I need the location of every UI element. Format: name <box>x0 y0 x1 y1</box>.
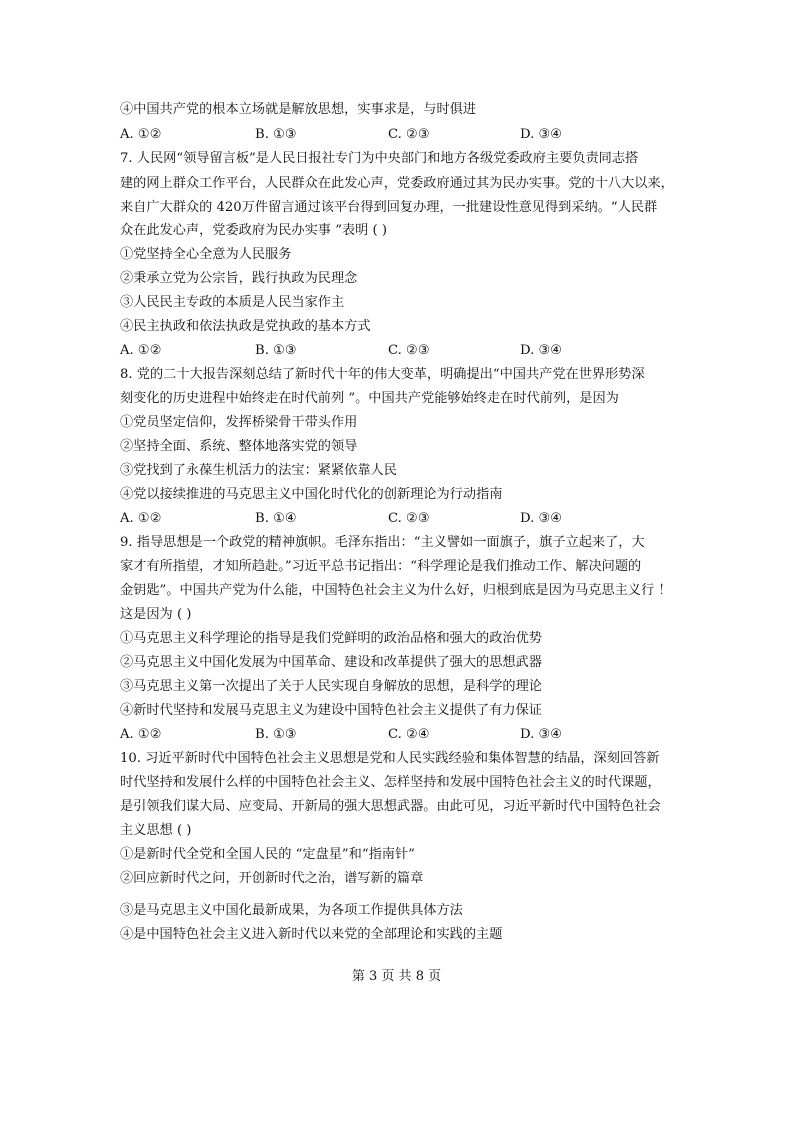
q9-option-d: D. ③④ <box>520 727 563 742</box>
q7-option-a: A. ①② <box>120 343 162 358</box>
q8-option-d: D. ③④ <box>520 511 563 526</box>
q8-statement-1: ①党员坚定信仰，发挥桥梁骨干带头作用 <box>120 415 358 430</box>
q7-statement-2: ②秉承立党为公宗旨，践行执政为民理念 <box>120 271 358 286</box>
q7-statement-3: ③人民民主专政的本质是人民当家作主 <box>120 295 345 310</box>
q7-option-c: C. ②③ <box>388 343 430 358</box>
q9-option-b: B. ①③ <box>255 727 297 742</box>
q9-option-a: A. ①② <box>120 727 162 742</box>
q9-statement-1: ①马克思主义科学理论的指导是我们党鲜明的政治品格和强大的政治优势 <box>120 631 542 646</box>
q9-statement-2: ②马克思主义中国化发展为中国革命、建设和改革提供了强大的思想武器 <box>120 655 542 670</box>
q6-option-d: D. ③④ <box>520 127 563 142</box>
q7-option-b: B. ①③ <box>255 343 297 358</box>
q7-stem-line-4: 众在此发心声，党委政府为民办实事 ”表明 ( ) <box>120 223 387 238</box>
q10-statement-4: ④是中国特色社会主义进入新时代以来党的全部理论和实践的主题 <box>120 927 503 942</box>
q8-option-c: C. ②③ <box>388 511 430 526</box>
q6-statement-4: ④中国共产党的根本立场就是解放思想，实事求是，与时俱进 <box>120 102 477 117</box>
q10-statement-3: ③是马克思主义中国化最新成果，为各项工作提供具体方法 <box>120 903 463 918</box>
q8-stem-line-1: 8. 党的二十大报告深刻总结了新时代十年的伟大变革，明确提出“中国共产党在世界形势深 <box>120 367 645 382</box>
q6-option-b: B. ①③ <box>255 127 297 142</box>
q9-statement-3: ③马克思主义第一次提出了关于人民实现自身解放的思想，是科学的理论 <box>120 679 542 694</box>
q7-statement-1: ①党坚持全心全意为人民服务 <box>120 247 292 262</box>
q7-stem-line-2: 建的网上群众工作平台，人民群众在此发心声，党委政府通过其为民办实事。党的十八大以来， <box>120 176 674 191</box>
q10-stem-line-3: 是引领我们谋大局、应变局、开新局的强大思想武器。由此可见，习近平新时代中国特色社会 <box>120 799 661 814</box>
q7-stem-line-1: 7. 人民网“领导留言板”是人民日报社专门为中央部门和地方各级党委政府主要负责同志搭 <box>120 151 639 166</box>
q10-statement-2: ②回应新时代之问，开创新时代之治，谱写新的篇章 <box>120 871 424 886</box>
q7-option-d: D. ③④ <box>520 343 563 358</box>
q8-stem-line-2: 刻变化的历史进程中始终走在时代前列 ”。中国共产党能够始终走在时代前列，是因为 <box>120 391 619 406</box>
q10-stem-line-1: 10. 习近平新时代中国特色社会主义思想是党和人民实践经验和集体智慧的结晶，深刻回答新 <box>120 751 660 766</box>
q8-statement-2: ②坚持全面、系统、整体地落实党的领导 <box>120 439 358 454</box>
q6-option-a: A. ①② <box>120 127 162 142</box>
q9-stem-line-1: 9. 指导思想是一个政党的精神旗帜。毛泽东指出：“主义譬如一面旗子，旗子立起来了，大 <box>120 535 645 550</box>
q9-stem-line-2: 家才有所指望，才知所趋赴。”习近平总书记指出：“科学理论是我们推动工作、解决问题的 <box>120 559 642 574</box>
q7-statement-4: ④民主执政和依法执政是党执政的基本方式 <box>120 319 371 334</box>
page-footer: 第 3 页 共 8 页 <box>351 969 442 984</box>
q10-statement-1: ①是新时代全党和全国人民的 “定盘星”和“指南针” <box>120 847 415 862</box>
q8-statement-3: ③党找到了永葆生机活力的法宝：紧紧依靠人民 <box>120 463 397 478</box>
q8-statement-4: ④党以接续推进的马克思主义中国化时代化的创新理论为行动指南 <box>120 487 503 502</box>
q9-stem-line-4: 这是因为 ( ) <box>120 607 192 622</box>
q8-option-a: A. ①② <box>120 511 162 526</box>
q9-statement-4: ④新时代坚持和发展马克思主义为建设中国特色社会主义提供了有力保证 <box>120 703 542 718</box>
q7-stem-line-3: 来自广大群众的 420万件留言通过该平台得到回复办理，一批建设性意见得到采纳。“人民群 <box>120 200 658 215</box>
q6-option-c: C. ②③ <box>388 127 430 142</box>
q10-stem-line-2: 时代坚持和发展什么样的中国特色社会主义、怎样坚持和发展中国特色社会主义的时代课题， <box>120 775 661 790</box>
q9-stem-line-3: 金钥匙”。中国共产党为什么能，中国特色社会主义为什么好，归根到底是因为马克思主义行 ！ <box>120 583 672 598</box>
q10-stem-line-4: 主义思想 ( ) <box>120 823 192 838</box>
q9-option-c: C. ②④ <box>388 727 430 742</box>
q8-option-b: B. ①④ <box>255 511 297 526</box>
